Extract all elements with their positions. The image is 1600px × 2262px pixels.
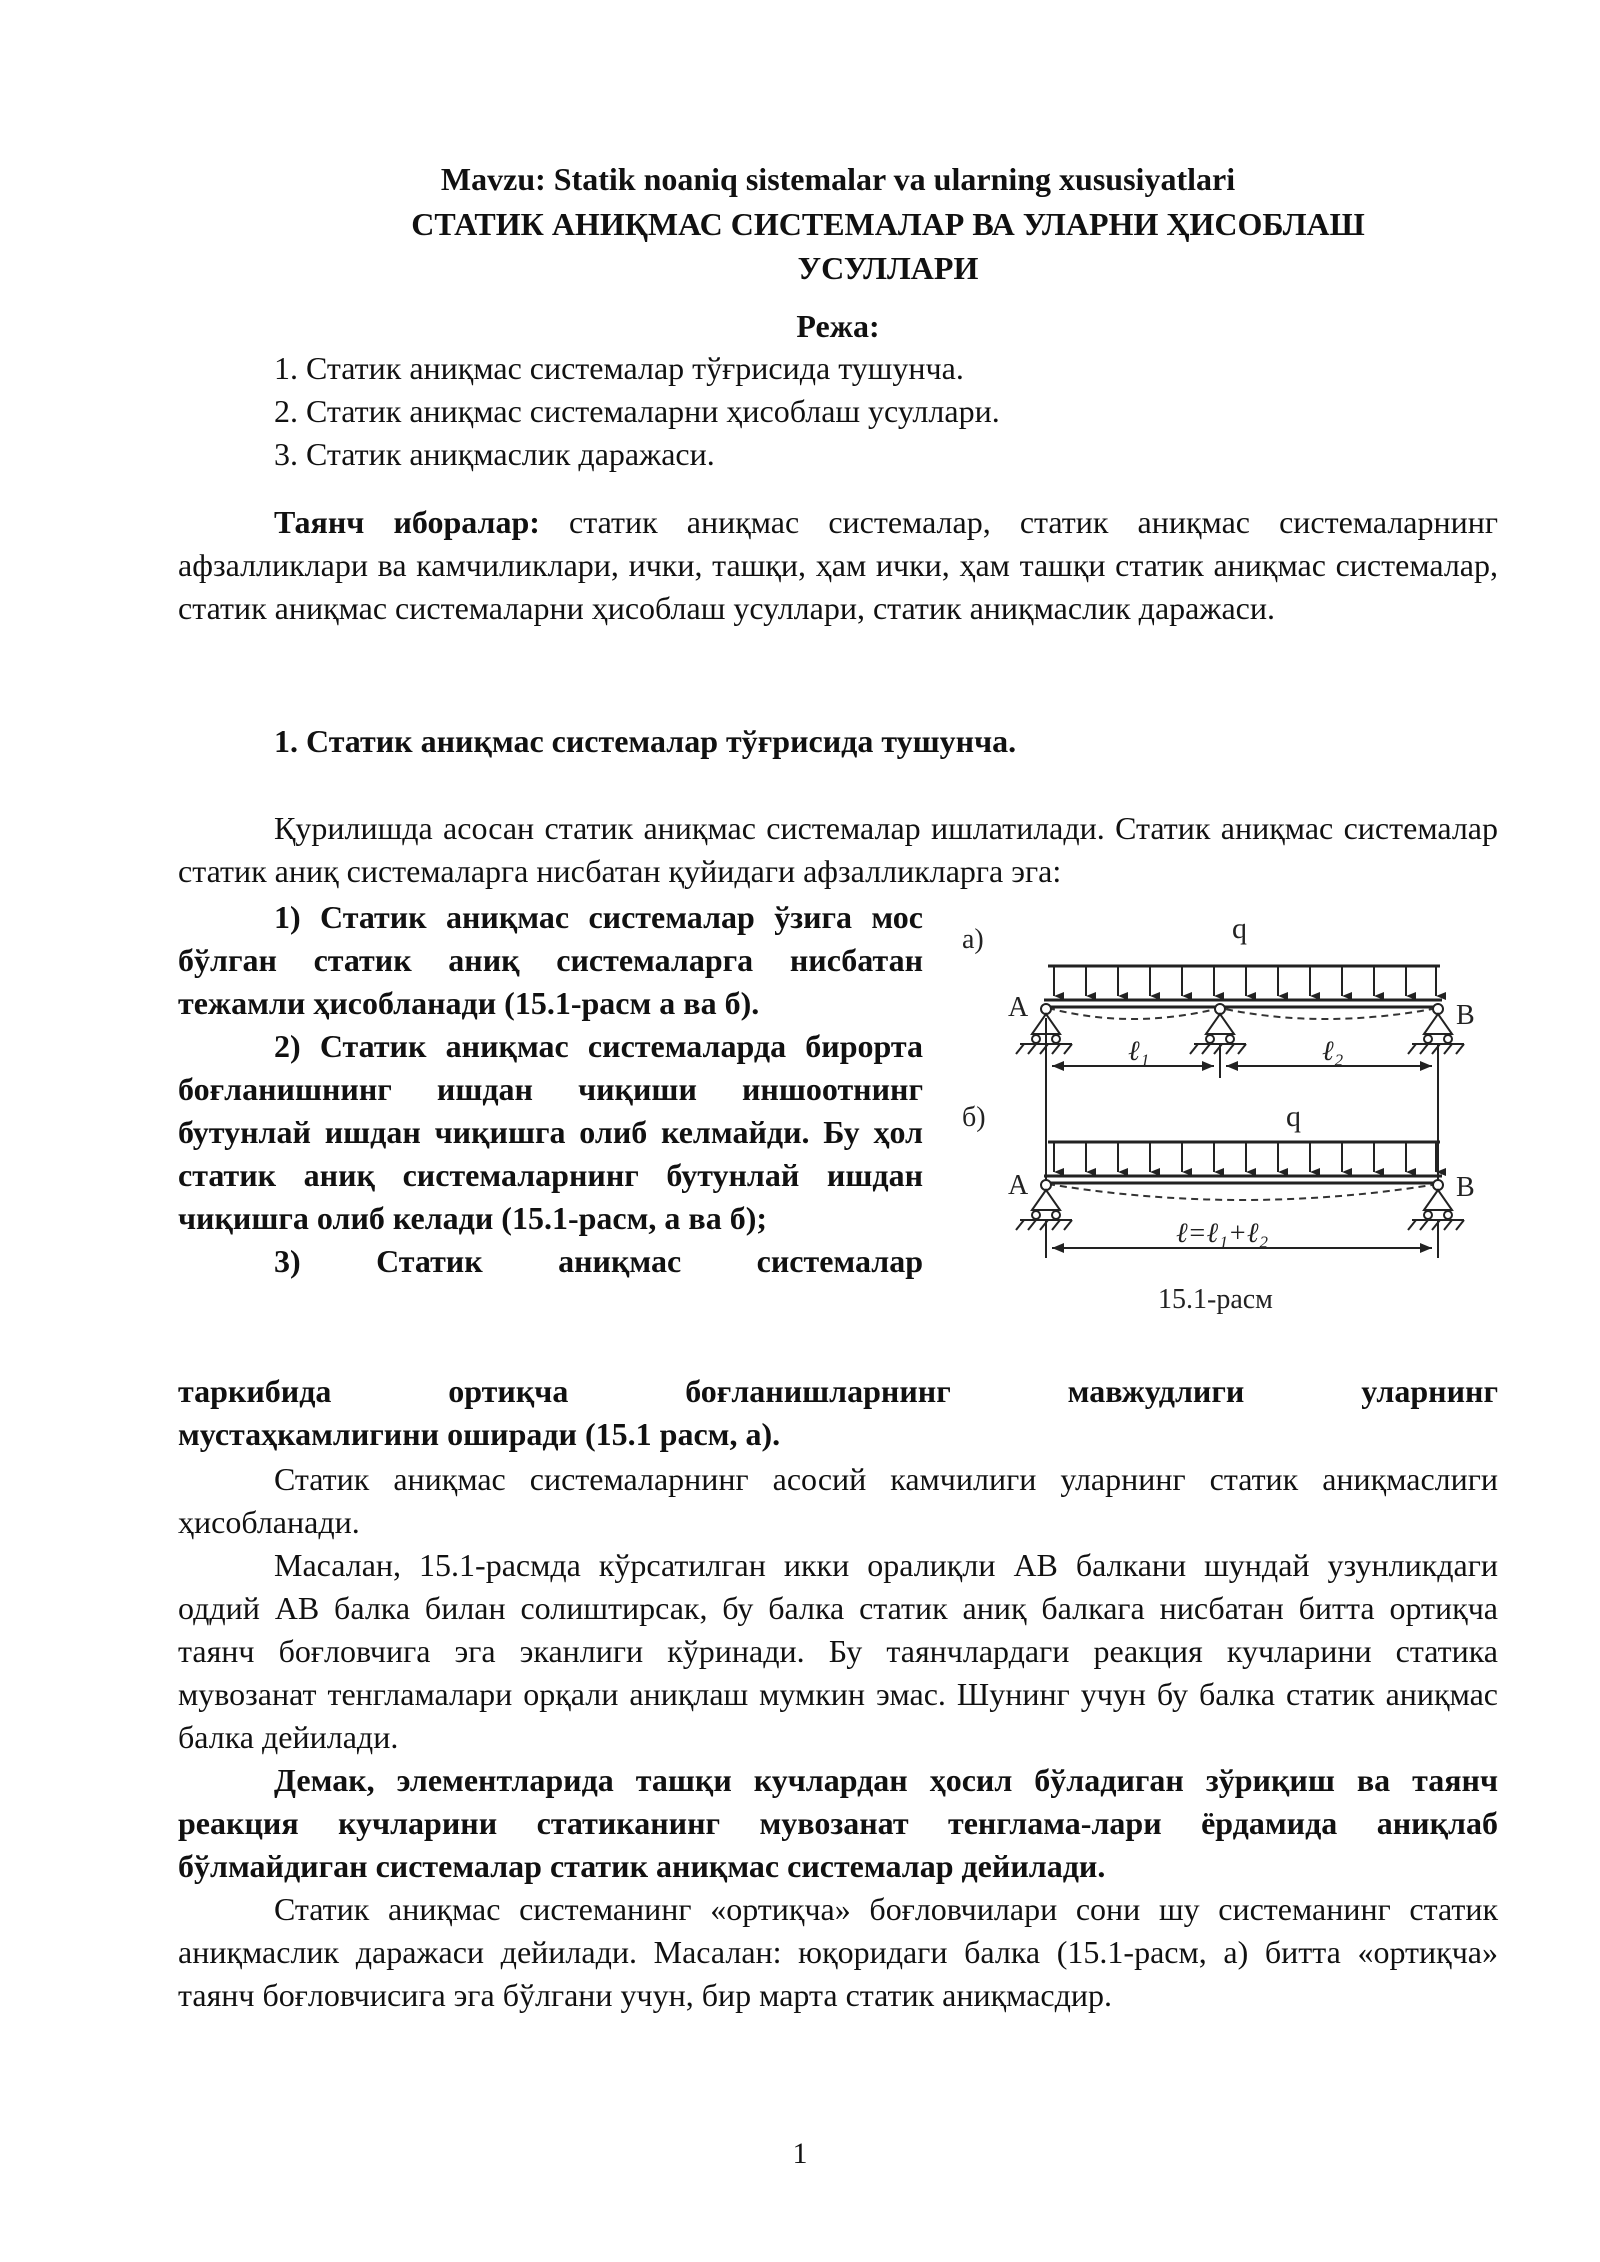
intro-paragraph: Қурилишда асосан статик аниқмас системалар ишлатилади. Статик аниқмас системалар статик аниқ системаларга нисбатан қуйидаги афзалликларга эга: [178, 810, 1498, 889]
advantage-3-line-3: мустаҳкамлигини оширади (15.1 расм, а). [178, 1416, 781, 1452]
drawback-paragraph: Статик аниқмас системаларнинг асосий камчилиги уларнинг статик аниқмаслиги ҳисобланади. [178, 1461, 1498, 1540]
advantage-1: 1) Статик аниқмас системалар ўзига мос бўлган статик аниқ системаларга нисбатан тежамли ҳисобланади (15.1-расм а ва б). [178, 899, 923, 1021]
main-title-line-1: СТАТИК АНИҚМАС СИСТЕМАЛАР ВА УЛАРНИ ҲИСОБЛАШ [411, 206, 1365, 242]
keywords-text: статик аниқмас системалар, статик аниқмас системаларнинг афзалликлари ва камчиликлари, ички, ташқи, ҳам ички, ҳам ташқи статик аниқмас системалар, статик аниқмас системаларни ҳисоблаш усуллари, статик аниқмаслик даражаси. [178, 504, 1499, 626]
keywords-paragraph [178, 501, 1498, 630]
figure-caption: 15.1-расм [1158, 1284, 1273, 1315]
plan-list [274, 347, 1498, 476]
support-label-b-bottom: B [1456, 1172, 1475, 1203]
distributed-load-b [1048, 1142, 1440, 1172]
advantage-3-start: 3) Статик аниқмас системалар [274, 1243, 923, 1279]
beam-b [1044, 1176, 1442, 1200]
figure-15-1-beams [962, 918, 1482, 1330]
support-label-b-top: B [1456, 1000, 1475, 1031]
dimension-lines-a [1046, 1018, 1438, 1208]
load-label-q-a: q [1232, 918, 1247, 945]
section-1-heading: 1. Статик аниқмас системалар тўғрисида тушунча. [274, 723, 1017, 759]
main-title [278, 202, 1498, 290]
advantage-3-line-2: таркибида ортиқча боғланишларнинг мавжудлиги уларнинг [178, 1373, 1498, 1409]
topic-line: Mavzu: Statik noaniq sistemalar va ularning xususiyatlari [440, 161, 1236, 197]
figure-label-a: а) [962, 924, 984, 955]
plan-item-3: 3. Статик аниқмаслик даражаси. [274, 436, 715, 472]
degree-paragraph: Статик аниқмас системанинг «ортиқча» боғловчилари сони шу системанинг статик аниқмаслик даражаси дейилади. Масалан: юқоридаги балка (15.1-расм, а) битта «ортиқча» таянч боғловчисига эга бўлгани учун, бир марта статик аниқмасдир. [178, 1891, 1498, 2013]
span-label-l1: ℓ₁ [1128, 1036, 1150, 1067]
definition-paragraph: Демак, элементларида ташқи кучлардан ҳосил бўладиган зўриқиш ва таянч реакция кучларини статиканинг мувозанат тенглама-лари ёрдамида аниқлаб бўлмайдиган системалар статик аниқмас системалар дейилади. [178, 1762, 1498, 1884]
span-label-total: ℓ=ℓ₁+ℓ₂ [1176, 1218, 1269, 1249]
distributed-load-a [1048, 966, 1440, 996]
advantages-block [178, 896, 923, 1283]
plan-item-1: 1. Статик аниқмас системалар тўғрисида тушунча. [274, 350, 964, 386]
support-label-a-bottom: A [1008, 1170, 1029, 1201]
plan-title: Режа: [796, 308, 880, 344]
beam-a [1044, 1000, 1442, 1019]
load-label-q-b: q [1286, 1100, 1301, 1133]
support-label-a-top: A [1008, 992, 1029, 1023]
span-label-l2: ℓ₂ [1322, 1036, 1344, 1067]
advantage-2: 2) Статик аниқмас системаларда бирорта боғланишнинг ишдан чиқиши иншоотнинг бутунлай ишдан чиқишга олиб келмайди. Бу ҳол статик аниқ системаларнинг бутунлай ишдан чиқишга олиб келади (15.1-расм, а ва б); [178, 1028, 923, 1236]
body-paragraphs [178, 1458, 1498, 2017]
keywords-label: Таянч иборалар: [274, 504, 540, 540]
main-title-line-2: УСУЛЛАРИ [797, 250, 979, 286]
example-paragraph: Масалан, 15.1-расмда кўрсатилган икки оралиқли АВ балкани шундай узунликдаги оддий АВ балка билан солиштирсак, бу балка статик аниқ балкага нисбатан битта ортиқча таянч боғловчига эга эканлиги кўринади. Бу таянчлардаги реакция кучларини статика мувозанат тенгламалари орқали аниқлаш мумкин эмас. Шунинг учун бу балка статик аниқмас балка дейилади. [178, 1547, 1498, 1755]
plan-item-2: 2. Статик аниқмас системаларни ҳисоблаш усуллари. [274, 393, 1000, 429]
advantage-3-continuation [178, 1370, 1498, 1456]
page-number: 1 [792, 2137, 808, 2170]
figure-label-b: б) [962, 1102, 986, 1133]
